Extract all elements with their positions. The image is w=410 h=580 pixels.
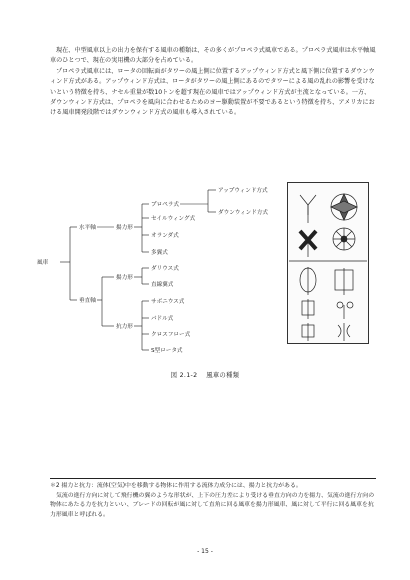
- node-sailwing: セイルウィング式: [151, 216, 196, 222]
- footnote-2: 気流の進行方向に対して飛行機の翼のような形状が、上下の圧力差により受ける垂直方向の力を揚力、気流の進行方向の物体にあたる力を抗力といい、ブレードの回転が風に対して直角に回る風車を揚力形風車、風に対して平行に回る風車を抗力形風車と呼ばれる。: [50, 492, 375, 518]
- page-number: - 15 -: [197, 548, 213, 555]
- node-vertical-axis: 垂直軸: [79, 298, 96, 304]
- footnotes: [50, 482, 376, 520]
- savonius-sketch: [302, 299, 314, 319]
- node-darrieus: ダリウス式: [151, 266, 179, 272]
- tree-lines: [60, 190, 216, 350]
- sailwing-sketch: [331, 194, 357, 220]
- darrieus-sketch: [300, 267, 316, 295]
- windmill-sketches: [288, 183, 368, 343]
- paddle-sketch: [337, 302, 353, 319]
- node-paddle: パドル式: [151, 316, 174, 322]
- footnote-divider: [50, 478, 376, 479]
- node-s-rotor: S型ロータ式: [151, 348, 183, 354]
- node-vertical-drag: 抗力形: [116, 324, 133, 330]
- footnote-1: ＊2 揚力と抗力：流体(空気)中を移動する物体に作用する流体力成分には、揚力と抗力がある。: [50, 483, 302, 489]
- node-propeller: プロペラ式: [151, 202, 179, 208]
- node-multiblade: 多翼式: [151, 250, 168, 256]
- node-straight-blade: 直線翼式: [151, 282, 174, 288]
- dutch-windmill-sketch: [300, 231, 316, 257]
- node-downwind: ダウンウィンド方式: [218, 210, 269, 216]
- node-horizontal-axis: 水平軸: [79, 225, 96, 231]
- node-dutch: オランダ式: [151, 233, 179, 239]
- straight-blade-sketch: [335, 268, 353, 295]
- node-horizontal-lift: 揚力形: [116, 225, 133, 231]
- propeller-sketch: [300, 195, 316, 223]
- node-root: 風車: [37, 260, 49, 266]
- crossflow-sketch: [302, 323, 314, 341]
- node-savonius: サボニウス式: [151, 299, 185, 305]
- figure-caption: 図 2.1-2 風車の種類: [170, 372, 240, 379]
- s-rotor-sketch: [338, 323, 350, 341]
- paragraph-2: プロペラ式風車には、ロータの回転面がタワーの風上側に位置するアップウィンド方式と風下側に位置するダウンウィンド方式がある。アップウィンド方式は、ロータがタワーの風上側にあるのでタワーによる風の乱れの影響を受けないという特徴を持ち、ナセル重量が数10トンを超す現在の風車ではアップウィンド方式が主流となっている。一方、ダウンウィンド方式は、プロペラを風向に合わせるためのヨー駆動装置が不要であるという特徴を持ち、アメリカにおける風車開発段階ではダウンウィンド方式の風車も導入されている。: [50, 67, 375, 117]
- multiblade-sketch: [333, 228, 355, 250]
- node-crossflow: クロスフロー式: [151, 332, 191, 338]
- node-upwind: アップウィンド方式: [218, 188, 268, 194]
- windmill-illustrations: [287, 182, 369, 344]
- paragraph-1: 現在、中型風車以上の出力を保有する風車の種類は、その多くがプロペラ式風車である。プロペラ式風車は水平軸風車のひとつで、現在の実用機の大部分を占めている。: [50, 47, 376, 65]
- node-vertical-lift: 揚力形: [116, 275, 133, 281]
